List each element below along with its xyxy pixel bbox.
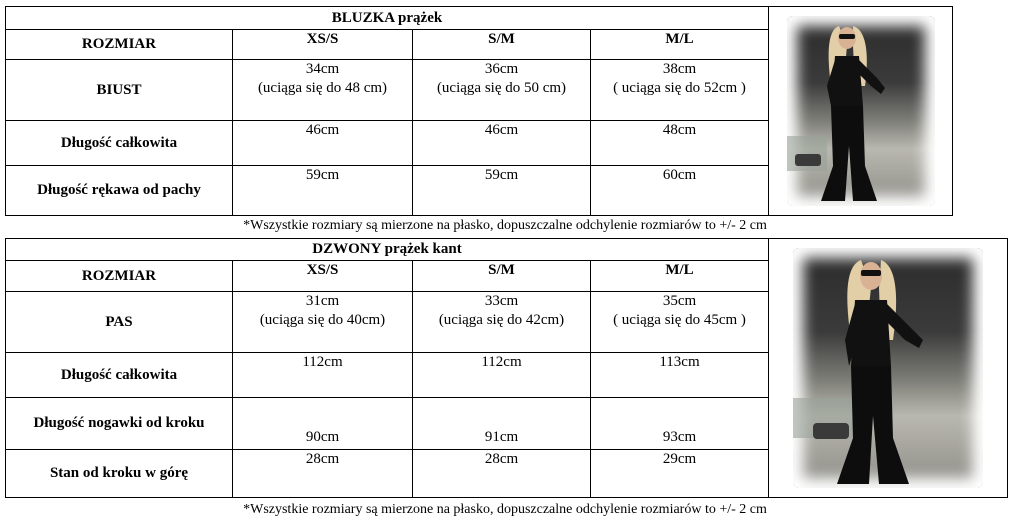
cell-value: 46cm [233,121,413,166]
row-label-bust: BIUST [6,60,233,121]
row-label-total-length: Długość całkowita [6,353,233,398]
row-label-total-length: Długość całkowita [6,121,233,166]
cell-value: 28cm [413,450,591,498]
cell-value: 33cm (uciąga się do 42cm) [413,292,591,353]
cell-value: 59cm [413,166,591,216]
model-photo [787,16,935,206]
size-header-xs-s: XS/S [233,261,413,292]
size-header-m-l: M/L [591,30,769,60]
size-header-s-m: S/M [413,261,591,292]
cell-value: 112cm [233,353,413,398]
model-figure-icon [787,16,935,206]
size-table-blouse [5,6,953,216]
row-label-rise: Stan od kroku w górę [6,450,233,498]
cell-value: 90cm [233,398,413,450]
size-header-label: ROZMIAR [6,261,233,292]
row-label-sleeve-length: Długość rękawa od pachy [6,166,233,216]
cell-value: 35cm ( uciąga się do 45cm ) [591,292,769,353]
cell-value: 60cm [591,166,769,216]
measurement-note: *Wszystkie rozmiary są mierzone na płasko, dopuszczalne odchylenie rozmiarów to +/- 2 cm [243,502,767,517]
product-photo-cell [769,7,953,216]
cell-value: 91cm [413,398,591,450]
cell-value: 59cm [233,166,413,216]
size-table-pants [5,238,1008,498]
table-title: BLUZKA prążek [6,7,769,30]
product-photo-cell [769,239,1008,498]
cell-value: 36cm (uciąga się do 50 cm) [413,60,591,121]
row-label-inseam: Długość nogawki od kroku [6,398,233,450]
cell-value: 29cm [591,450,769,498]
cell-value: 93cm [591,398,769,450]
cell-value: 48cm [591,121,769,166]
cell-value: 34cm (uciąga się do 48 cm) [233,60,413,121]
size-header-label: ROZMIAR [6,30,233,60]
cell-value: 31cm (uciąga się do 40cm) [233,292,413,353]
row-label-waist: PAS [6,292,233,353]
model-photo [793,248,983,488]
cell-value: 113cm [591,353,769,398]
size-header-s-m: S/M [413,30,591,60]
cell-value: 38cm ( uciąga się do 52cm ) [591,60,769,121]
measurement-note: *Wszystkie rozmiary są mierzone na płasko, dopuszczalne odchylenie rozmiarów to +/- 2 cm [243,218,767,233]
size-header-xs-s: XS/S [233,30,413,60]
table-title: DZWONY prążek kant [6,239,769,261]
model-figure-icon [793,248,983,488]
cell-value: 112cm [413,353,591,398]
cell-value: 46cm [413,121,591,166]
cell-value: 28cm [233,450,413,498]
size-header-m-l: M/L [591,261,769,292]
